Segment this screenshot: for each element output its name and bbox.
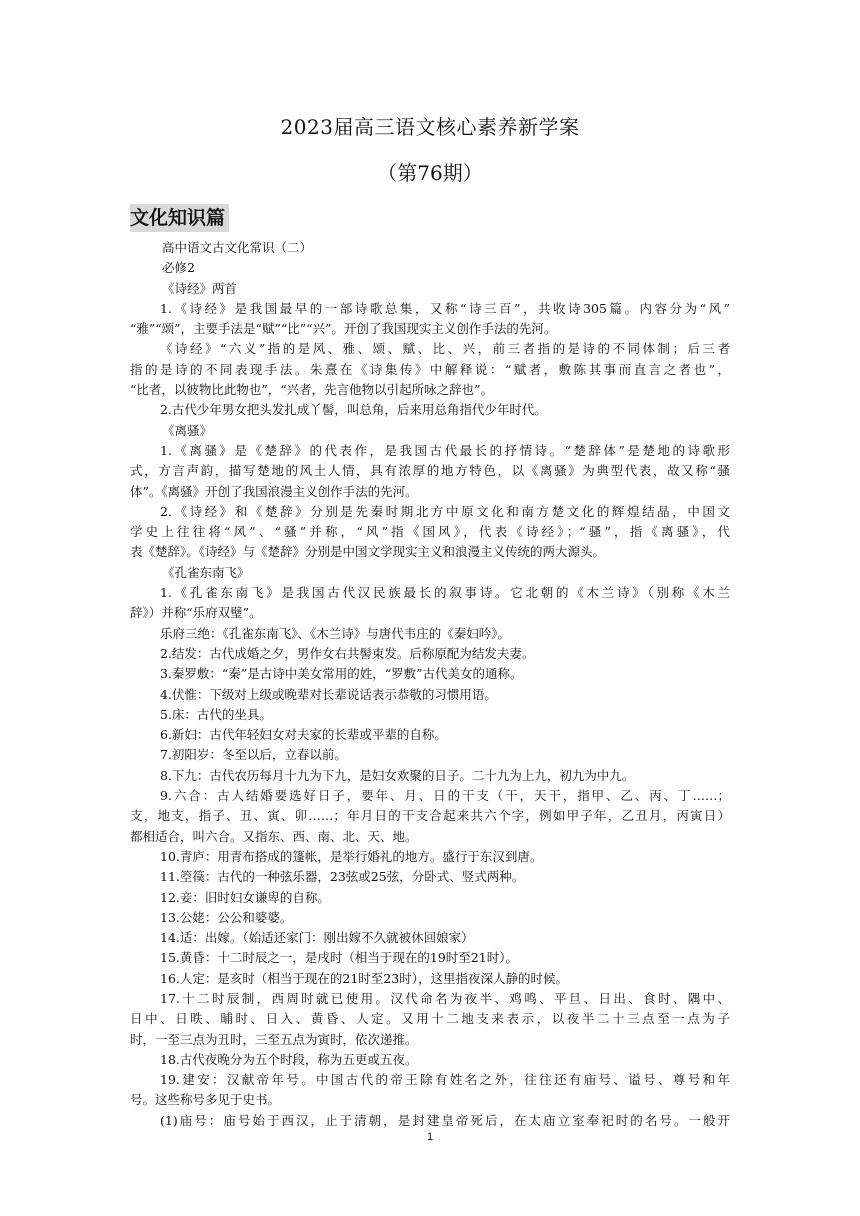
text-line: 1.《孔雀东南飞》是我国古代汉民族最长的叙事诗。它北朝的《木兰诗》（别称《木兰	[160, 585, 730, 601]
document-title: 2023届高三语文核心素养新学案	[280, 115, 580, 139]
text-line: 10.青庐：用青布搭成的篷帐，是举行婚礼的地方。盛行于东汉到唐。	[160, 848, 543, 864]
text-line: 号。这些称号多见于史书。	[130, 1092, 281, 1108]
text-line: 4.伏惟：下级对上级或晚辈对长辈说话表示恭敬的习惯用语。	[160, 686, 497, 702]
text-line: 15.黄昏：十二时辰之一，是戌时（相当于现在的19时至21时）。	[160, 950, 518, 966]
text-line: 式，方言声韵，描写楚地的风土人情，具有浓厚的地方特色，以《离骚》为典型代表，故又称“骚	[130, 463, 730, 479]
text-line: 3.秦罗敷：“秦”是古诗中美女常用的姓，“罗敷”古代美女的通称。	[160, 666, 523, 682]
text-line: 必修2	[162, 260, 195, 276]
text-line: 时，一至三点为丑时，三至五点为寅时，依次递推。	[130, 1031, 418, 1047]
text-line: “雅”“颂”，主要手法是“赋”“比”“兴”。开创了我国现实主义创作手法的先河。	[130, 321, 557, 337]
text-line: 《诗经》两首	[162, 280, 238, 296]
text-line: 指的是诗的不同表现手法。朱熹在《诗集传》中解释说：“赋者，敷陈其事而直言之者也”，	[130, 361, 730, 377]
text-line: 9.六合：古人结婚要选好日子，要年、月、日的干支（干，天干，指甲、乙、丙、丁……；	[160, 788, 730, 804]
issue-number: （第76期）	[377, 161, 483, 185]
text-line: 乐府三绝：《孔雀东南飞》、《木兰诗》与唐代韦庄的《秦妇吟》。	[160, 625, 511, 641]
text-line: 1.《诗经》是我国最早的一部诗歌总集，又称“诗三百”，共收诗305篇。内容分为“风”	[160, 300, 730, 316]
text-line: 2.古代少年男女把头发扎成丫髻，叫总角，后来用总角指代少年时代。	[160, 402, 547, 418]
text-line: 1.《离骚》是《楚辞》的代表作，是我国古代最长的抒情诗。“楚辞体”是楚地的诗歌形	[160, 442, 730, 458]
page-number: 1	[426, 1131, 434, 1143]
text-line: 《离骚》	[162, 422, 213, 438]
text-line: 14.适：出嫁。（始适还家门：刚出嫁不久就被休回娘家）	[160, 930, 474, 946]
text-line: 都相适合，叫六合。又指东、西、南、北、天、地。	[130, 828, 418, 844]
text-line: 5.床：古代的坐具。	[160, 706, 272, 722]
text-line: 学史上往往将“风”、“骚”并称，“风”指《国风》，代表《诗经》；“骚”，指《离骚》，代	[130, 524, 730, 540]
text-line: 高中语文古文化常识（二）	[162, 240, 313, 255]
text-line: 辞》）并称“乐府双璧”。	[130, 605, 262, 621]
text-line: 12.妾：旧时妇女谦卑的自称。	[160, 889, 330, 905]
text-line: 19.建安：汉献帝年号。中国古代的帝王除有姓名之外，往往还有庙号、谥号、尊号和年	[160, 1072, 730, 1088]
text-line: 11.箜篌：古代的一种弦乐器，23弦或25弦，分卧式、竖式两种。	[160, 869, 525, 885]
text-line: 17.十二时辰制，西周时就已使用。汉代命名为夜半、鸡鸣、平旦、日出、食时、隅中、	[160, 990, 730, 1006]
text-line: 18.古代夜晚分为五个时段，称为五更或五夜。	[160, 1051, 418, 1067]
section-heading: 文化知识篇	[130, 204, 229, 232]
text-line: “比者，以彼物比此物也”，“兴者，先言他物以引起所咏之辞也”。	[130, 382, 494, 398]
text-line: 7.初阳岁：冬至以后，立春以前。	[160, 747, 347, 763]
text-line: 16.人定：是亥时（相当于现在的21时至23时），这里指夜深人静的时候。	[160, 970, 568, 986]
text-line: 2.《诗经》和《楚辞》分别是先秦时期北方中原文化和南方楚文化的辉煌结晶，中国文	[160, 503, 730, 519]
text-line: 8.下九：古代农历每月十九为下九，是妇女欢聚的日子。二十九为上九，初九为中九。	[160, 767, 635, 783]
text-line: 《孔雀东南飞》	[162, 564, 250, 580]
text-line: 日中、日昳、晡时、日入、黄昏、人定。又用十二地支来表示，以夜半二十三点至一点为子	[130, 1011, 730, 1027]
text-line: 表《楚辞》。《诗经》与《楚辞》分别是中国文学现实主义和浪漫主义传统的两大源头。	[130, 544, 606, 560]
text-line: 《诗经》“六义”指的是风、雅、颂、赋、比、兴，前三者指的是诗的不同体制；后三者	[160, 341, 730, 357]
body-text	[130, 238, 730, 1131]
text-line: 支，地支，指子、丑、寅、卯……；年月日的干支合起来共六个字，例如甲子年，乙丑月，丙寅日）	[130, 808, 730, 824]
text-line: 13.公姥：公公和婆婆。	[160, 909, 293, 925]
text-line: 2.结发：古代成婚之夕，男作女右共髻束发。后称原配为结发夫妻。	[160, 645, 535, 661]
text-line: 6.新妇：古代年轻妇女对夫家的长辈或平辈的自称。	[160, 727, 447, 743]
text-line: (1)庙号：庙号始于西汉，止于清朝，是封建皇帝死后，在太庙立室奉祀时的名号。一般开	[160, 1112, 730, 1128]
text-line: 体”。《离骚》开创了我国浪漫主义创作手法的先河。	[130, 483, 418, 499]
